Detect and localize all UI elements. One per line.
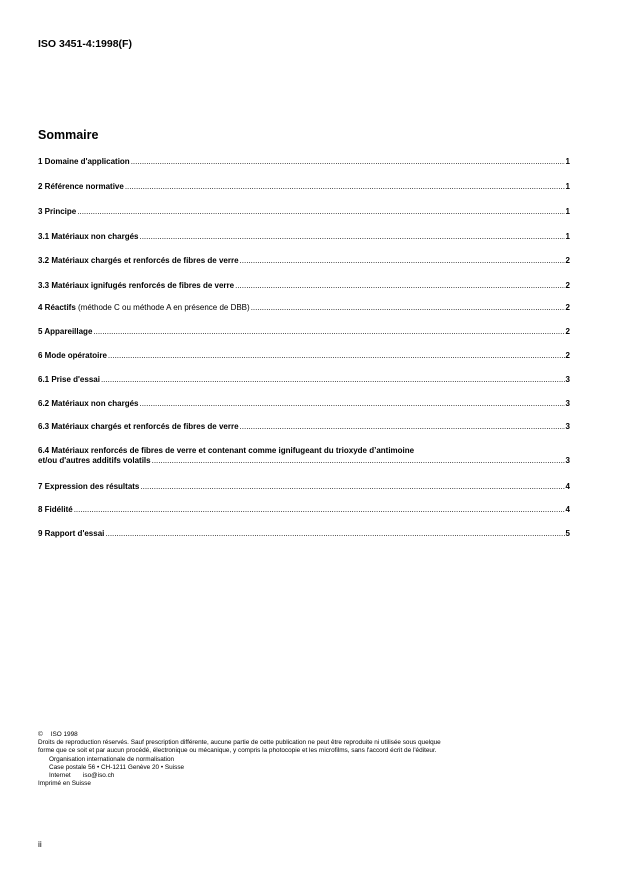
toc-entry[interactable] <box>38 399 570 409</box>
toc-entry-page: 1 <box>565 157 570 166</box>
toc-dot-leader <box>105 529 564 539</box>
toc-entry-multiline[interactable] <box>38 446 570 466</box>
toc-entry-label: 6.3 Matériaux chargés et renforcés de fibres de verre <box>38 422 239 431</box>
toc-entry-page: 2 <box>565 303 570 312</box>
toc-entry[interactable] <box>38 375 570 385</box>
rights-statement-line2: forme que ce soit et par aucun procédé, électronique ou mécanique, y compris la photocopie et les microfilms, sans l'accord écrit de l'éditeur. <box>38 747 437 755</box>
toc-entry[interactable] <box>38 303 570 313</box>
toc-dot-leader <box>235 281 564 291</box>
copyright-symbol: © <box>38 731 43 738</box>
toc-entry-page: 1 <box>565 207 570 216</box>
toc-dot-leader <box>131 157 565 167</box>
toc-entry[interactable] <box>38 207 570 217</box>
toc-entry-page: 3 <box>565 422 570 431</box>
toc-dot-leader <box>140 482 564 492</box>
toc-entry-page: 3 <box>565 399 570 408</box>
publisher-address <box>49 756 578 781</box>
standard-reference: ISO 3451-4:1998(F) <box>38 38 132 50</box>
toc-dot-leader <box>240 256 565 266</box>
copyright-notice <box>38 731 578 788</box>
toc-entry-page: 5 <box>565 529 570 538</box>
rights-statement-line1: Droits de reproduction réservés. Sauf prescription différente, aucune partie de cette publication ne peut être reproduite ni utilisée sous quelque <box>38 739 441 747</box>
internet-contact <box>49 772 578 780</box>
toc-entry-note: (méthode C ou méthode A en présence de DBB) <box>75 303 250 312</box>
organization-name: Organisation internationale de normalisation <box>49 755 175 763</box>
toc-entry-label: 6.1 Prise d'essai <box>38 375 100 384</box>
toc-entry-label: 9 Rapport d'essai <box>38 529 105 538</box>
toc-entry-page: 2 <box>565 281 570 290</box>
toc-entry[interactable] <box>38 482 570 492</box>
toc-entry-label: 8 Fidélité <box>38 505 73 514</box>
toc-entry-label: et/ou d'autres additifs volatils <box>38 456 151 465</box>
toc-entry-page: 3 <box>565 375 570 384</box>
toc-entry-label: 5 Appareillage <box>38 327 93 336</box>
toc-entry[interactable] <box>38 281 570 291</box>
toc-entry-label: 7 Expression des résultats <box>38 482 140 491</box>
copyright-text: ISO 1998 <box>50 731 78 738</box>
copyright-line <box>38 731 578 739</box>
toc-entry-label-line1: 6.4 Matériaux renforcés de fibres de verre et contenant comme ignifugeant du trioxyde d’antimoine <box>38 446 415 455</box>
toc-dot-leader <box>139 232 564 242</box>
toc-dot-leader <box>125 182 565 192</box>
toc-entry-page: 2 <box>565 327 570 336</box>
toc-dot-leader <box>101 375 565 385</box>
toc-entry-page: 1 <box>565 182 570 191</box>
toc-entry[interactable] <box>38 232 570 242</box>
toc-entry-page: 1 <box>565 232 570 241</box>
toc-entry-label <box>38 303 250 313</box>
page-number: ii <box>38 839 42 849</box>
toc-dot-leader <box>77 207 564 217</box>
toc-entry-page: 3 <box>565 456 570 465</box>
toc-entry-label: 6.2 Matériaux non chargés <box>38 399 139 408</box>
email-address: iso@iso.ch <box>83 772 115 780</box>
toc-entry[interactable] <box>38 327 570 337</box>
toc-dot-leader <box>93 327 564 337</box>
toc-entry-page: 4 <box>565 505 570 514</box>
toc-entry-label: 3.2 Matériaux chargés et renforcés de fibres de verre <box>38 256 239 265</box>
toc-dot-leader <box>240 422 565 432</box>
postal-address: Case postale 56 • CH-1211 Genève 20 • Suisse <box>49 763 185 771</box>
toc-entry[interactable] <box>38 529 570 539</box>
toc-entry-label: 3.1 Matériaux non chargés <box>38 232 139 241</box>
toc-entry-label: 1 Domaine d'application <box>38 157 130 166</box>
toc-dot-leader <box>74 505 565 515</box>
toc-entry[interactable] <box>38 351 570 361</box>
toc-entry[interactable] <box>38 157 570 167</box>
toc-entry-title: 4 Réactifs <box>38 303 76 312</box>
printed-in: Imprimé en Suisse <box>38 780 91 788</box>
toc-entry-label: 6 Mode opératoire <box>38 351 107 360</box>
toc-entry-page: 2 <box>565 351 570 360</box>
toc-entry[interactable] <box>38 182 570 192</box>
toc-entry[interactable] <box>38 505 570 515</box>
toc-dot-leader <box>108 351 565 361</box>
toc-entry-label: 3.3 Matériaux ignifugés renforcés de fibres de verre <box>38 281 235 290</box>
toc-entry[interactable] <box>38 422 570 432</box>
toc-dot-leader <box>152 456 565 466</box>
toc-dot-leader <box>139 399 564 409</box>
toc-entry-page: 4 <box>565 482 570 491</box>
toc-entry-label: 3 Principe <box>38 207 77 216</box>
toc-title: Sommaire <box>38 128 99 142</box>
toc-entry[interactable] <box>38 256 570 266</box>
internet-label: Internet <box>49 772 71 780</box>
toc-entry-label: 2 Référence normative <box>38 182 124 191</box>
toc-entry-page: 2 <box>565 256 570 265</box>
toc-dot-leader <box>251 303 565 313</box>
